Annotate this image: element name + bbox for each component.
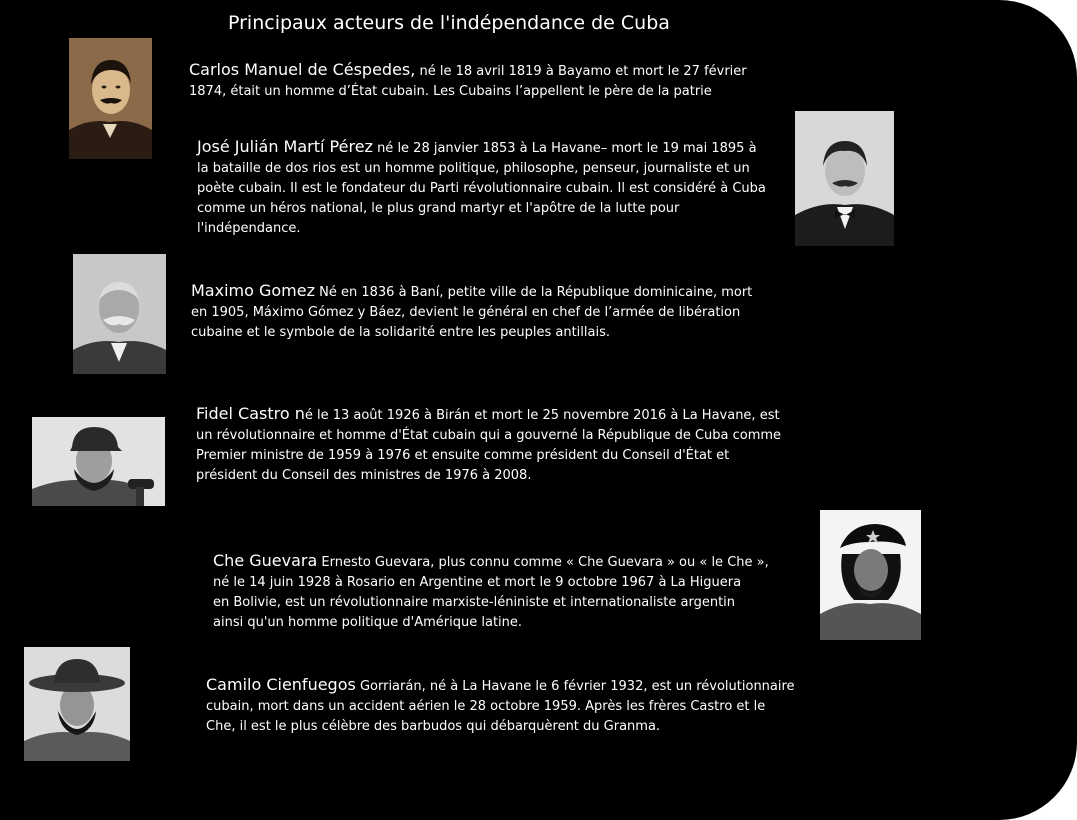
person-name: José Julián Martí Pérez: [197, 137, 373, 156]
bio-line: Premier ministre de 1959 à 1976 et ensuite comme président du Conseil d'État et: [196, 448, 730, 463]
bio-line: Che Guevara Ernesto Guevara, plus connu comme « Che Guevara » ou « le Che »,: [213, 551, 769, 570]
bio-gomez: [191, 281, 752, 343]
portrait-grey-icon: [73, 254, 166, 374]
bio-line: Fidel Castro né le 13 août 1926 à Birán et mort le 25 novembre 2016 à La Havane, est: [196, 404, 780, 423]
bio-marti: [197, 137, 766, 239]
bio-line: président du Conseil des ministres de 1976 à 2008.: [196, 468, 532, 483]
bio-guevara: [213, 551, 769, 633]
bio-line: en Bolivie, est un révolutionnaire marxiste-léniniste et internationaliste argentin: [213, 595, 736, 610]
bio-line: poète cubain. Il est le fondateur du Parti révolutionnaire cubain. Il est considéré à Cuba: [197, 181, 766, 196]
portrait-hat-icon: [24, 647, 130, 761]
bio-line: 1874, était un homme d’État cubain. Les Cubains l’appellent le père de la patrie: [189, 84, 712, 99]
portrait-beret-icon: [820, 510, 921, 640]
person-name: Maximo Gomez: [191, 281, 315, 300]
bio-line: la bataille de dos rios est un homme politique, philosophe, penseur, journaliste et un: [197, 161, 750, 176]
portrait-sepia-icon: [69, 38, 152, 159]
bio-line: en 1905, Máximo Gómez y Báez, devient le général en chef de l’armée de libération: [191, 305, 741, 320]
page-title: Principaux acteurs de l'indépendance de Cuba: [228, 12, 670, 34]
bio-line: Camilo Cienfuegos Gorriarán, né à La Havane le 6 février 1932, est un révolutionnaire: [206, 675, 795, 694]
bio-line: José Julián Martí Pérez né le 28 janvier 1853 à La Havane– mort le 19 mai 1895 à: [197, 137, 757, 156]
portrait-cap-icon: [32, 417, 165, 506]
person-name: Fidel Castro n: [196, 404, 305, 423]
bio-line: comme un héros national, le plus grand martyr et l'apôtre de la lutte pour: [197, 201, 680, 216]
person-name: Che Guevara: [213, 551, 318, 570]
bio-line: cubaine et le symbole de la solidarité entre les peuples antillais.: [191, 325, 610, 340]
portrait-bw-icon: [795, 111, 894, 246]
person-name: Carlos Manuel de Céspedes,: [189, 60, 416, 79]
bio-line: Che, il est le plus célèbre des barbudos qui débarquèrent du Granma.: [206, 719, 661, 734]
bio-line: Carlos Manuel de Céspedes, né le 18 avril 1819 à Bayamo et mort le 27 février: [189, 60, 747, 79]
bio-line: né le 14 juin 1928 à Rosario en Argentine et mort le 9 octobre 1967 à La Higuera: [213, 575, 742, 590]
bio-line: l'indépendance.: [197, 221, 301, 236]
bio-castro: [196, 404, 781, 486]
bio-line: ainsi qu'un homme politique d'Amérique latine.: [213, 615, 523, 630]
bio-cespedes: [189, 60, 747, 102]
bio-line: Maximo Gomez Né en 1836 à Baní, petite ville de la République dominicaine, mort: [191, 281, 753, 300]
bio-line: un révolutionnaire et homme d'État cubain qui a gouverné la République de Cuba comme: [196, 428, 782, 443]
person-name: Camilo Cienfuegos: [206, 675, 356, 694]
bio-cienfuegos: [206, 675, 795, 737]
bio-line: cubain, mort dans un accident aérien le 28 octobre 1959. Après les frères Castro et le: [206, 699, 766, 714]
